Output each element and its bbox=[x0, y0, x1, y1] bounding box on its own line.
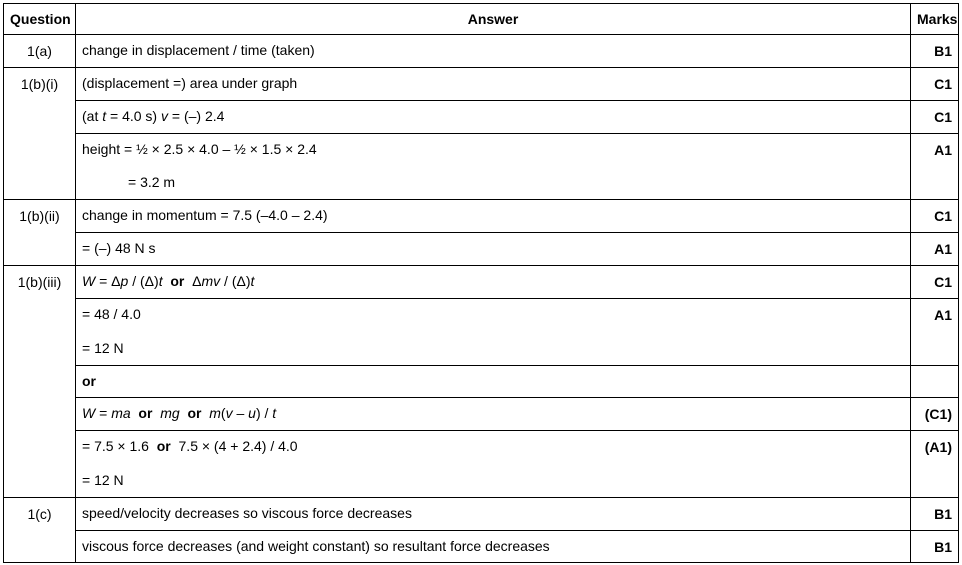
answer-cell: = 48 / 4.0 = 12 N bbox=[76, 299, 911, 366]
mark-cell: B1 bbox=[911, 35, 959, 68]
mark-cell: C1 bbox=[911, 68, 959, 101]
answer-cell: W = ma or mg or m(v – u) / t bbox=[76, 398, 911, 431]
answer-cell: (displacement =) area under graph bbox=[76, 68, 911, 101]
question-number: 1(c) bbox=[4, 498, 76, 563]
answer-cell: speed/velocity decreases so viscous force decreases bbox=[76, 498, 911, 531]
table-row bbox=[4, 200, 959, 233]
answer-cell: viscous force decreases (and weight constant) so resultant force decreases bbox=[76, 531, 911, 563]
mark-cell bbox=[911, 366, 959, 398]
mark-cell: A1 bbox=[911, 299, 959, 366]
table-row bbox=[4, 266, 959, 299]
header-answer: Answer bbox=[76, 4, 911, 35]
mark-cell: (C1) bbox=[911, 398, 959, 431]
table-row bbox=[4, 431, 959, 498]
mark-cell: C1 bbox=[911, 266, 959, 299]
table-row bbox=[4, 68, 959, 101]
question-number: 1(b)(iii) bbox=[4, 266, 76, 498]
table-row bbox=[4, 101, 959, 134]
question-number: 1(b)(i) bbox=[4, 68, 76, 200]
question-number: 1(b)(ii) bbox=[4, 200, 76, 266]
table-row bbox=[4, 531, 959, 563]
mark-cell: C1 bbox=[911, 101, 959, 134]
answer-cell: = (–) 48 N s bbox=[76, 233, 911, 266]
answer-cell: (at t = 4.0 s) v = (–) 2.4 bbox=[76, 101, 911, 134]
table-row bbox=[4, 233, 959, 266]
answer-cell: change in displacement / time (taken) bbox=[76, 35, 911, 68]
mark-cell: B1 bbox=[911, 531, 959, 563]
header-marks: Marks bbox=[911, 4, 959, 35]
mark-cell: B1 bbox=[911, 498, 959, 531]
mark-cell: A1 bbox=[911, 233, 959, 266]
table-row bbox=[4, 134, 959, 200]
answer-cell: or bbox=[76, 366, 911, 398]
question-number: 1(a) bbox=[4, 35, 76, 68]
header-question: Question bbox=[4, 4, 76, 35]
mark-cell: A1 bbox=[911, 134, 959, 200]
answer-cell: = 7.5 × 1.6 or 7.5 × (4 + 2.4) / 4.0 = 12 N bbox=[76, 431, 911, 498]
mark-scheme-table bbox=[3, 3, 959, 563]
mark-cell: (A1) bbox=[911, 431, 959, 498]
answer-cell: height = ½ × 2.5 × 4.0 – ½ × 1.5 × 2.4 = 3.2 m bbox=[76, 134, 911, 200]
table-row bbox=[4, 498, 959, 531]
header-row bbox=[4, 4, 959, 35]
table-row bbox=[4, 366, 959, 398]
answer-cell: change in momentum = 7.5 (–4.0 – 2.4) bbox=[76, 200, 911, 233]
table-row bbox=[4, 35, 959, 68]
mark-cell: C1 bbox=[911, 200, 959, 233]
table-row bbox=[4, 398, 959, 431]
table-row bbox=[4, 299, 959, 366]
answer-cell: W = Δp / (Δ)t or Δmv / (Δ)t bbox=[76, 266, 911, 299]
